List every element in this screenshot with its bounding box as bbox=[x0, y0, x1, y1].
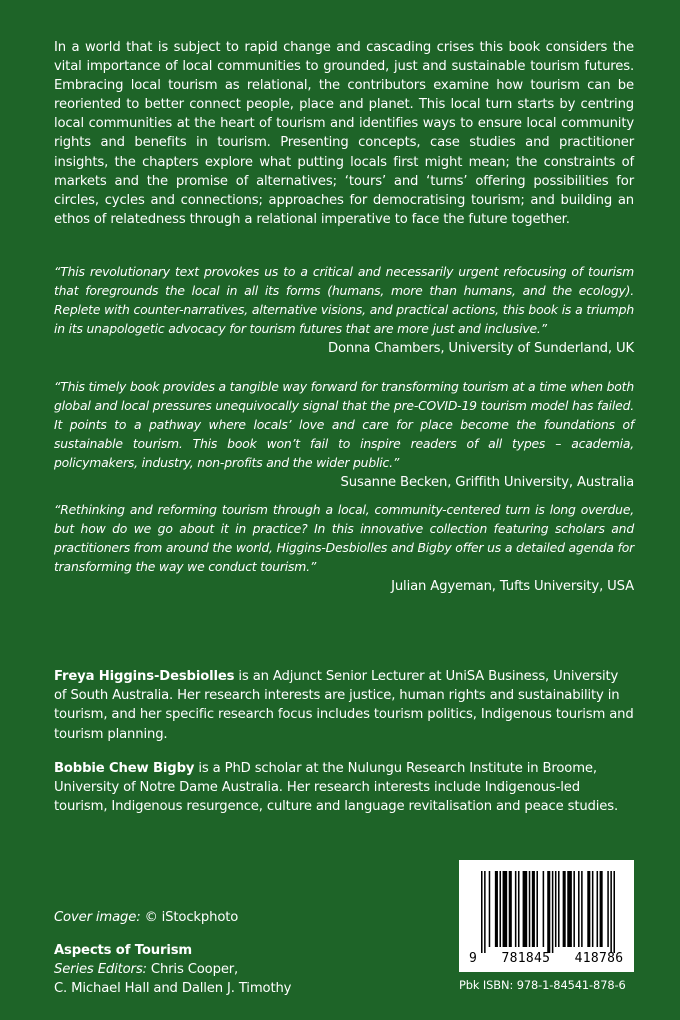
author-bio-1 bbox=[54, 667, 634, 744]
endorsement-2 bbox=[54, 378, 634, 492]
series-editors-label: Series Editors: bbox=[54, 962, 147, 977]
endorsement-quote: “This revolutionary text provokes us to a critical and necessarily urgent refocusing of tourism that foregrounds the local in all its forms (humans, more than humans, and the ecology). Replete with counter-narratives, alternative visions, and practical actions, this book is a triumph in its unapologetic advocacy for tourism futures that are more just and inclusive.” bbox=[54, 264, 634, 336]
barcode-bar bbox=[573, 871, 575, 947]
endorsement-attribution: Julian Agyeman, Tufts University, USA bbox=[391, 578, 634, 594]
barcode-bar bbox=[587, 871, 590, 947]
endorsement-3 bbox=[54, 501, 634, 596]
barcode-bar bbox=[523, 871, 528, 947]
barcode-bar bbox=[552, 871, 554, 953]
endorsement-quote: “Rethinking and reforming tourism through a local, community-centered turn is long overdue, but how do we go about it in practice? In this innovative collection featuring scholars and practitioners from around the world, Higgins-Desbiolles and Bigby offer us a detailed agenda for transforming the way we conduct tourism.” bbox=[54, 502, 634, 574]
footer-credits bbox=[54, 908, 434, 998]
barcode-bar bbox=[567, 871, 572, 947]
barcode-bar bbox=[484, 871, 486, 953]
barcode-bar bbox=[532, 871, 535, 947]
barcode-bar bbox=[489, 871, 491, 947]
barcode bbox=[459, 860, 634, 972]
barcode-bar bbox=[610, 871, 612, 953]
series-editors-names-1: Chris Cooper, bbox=[146, 962, 239, 977]
barcode-bar bbox=[536, 871, 538, 947]
barcode-bar bbox=[563, 871, 566, 947]
endorsement-quote: “This timely book provides a tangible way forward for transforming tourism at a time when both global and local pressures unequivocally signal that the pre-COVID-19 tourism model has failed. It points to a pathway where locals’ love and care for place become the foundations of sustainable tourism. This book won’t fail to inspire readers of all types – academia, policymakers, industry, non-profits and the wider public.” bbox=[54, 379, 634, 470]
endorsement-attribution: Donna Chambers, University of Sunderland, UK bbox=[327, 340, 634, 356]
series-editors-names-2: C. Michael Hall and Dallen J. Timothy bbox=[54, 981, 292, 996]
barcode-bar bbox=[581, 871, 583, 947]
author-name: Freya Higgins-Desbiolles bbox=[54, 669, 235, 684]
barcode-bar bbox=[499, 871, 501, 947]
barcode-bar bbox=[613, 871, 615, 953]
isbn-number: Pbk ISBN: 978-1-84541-878-6 bbox=[459, 978, 626, 992]
author-bio-text: is an Adjunct Senior Lecturer at UniSA Business, University of South Australia. Her research interests are justice, human rights and sustainability in tourism, and her specific research focus includes tourism politics, Indigenous tourism and tourism planning. bbox=[54, 669, 634, 742]
barcode-bar bbox=[481, 871, 483, 953]
cover-image-source: © iStockphoto bbox=[140, 910, 239, 925]
barcode-bar bbox=[495, 871, 498, 947]
barcode-digits: 9 781845 418786 bbox=[469, 951, 624, 966]
barcode-bars bbox=[481, 871, 615, 953]
barcode-bar bbox=[607, 871, 609, 947]
barcode-bar bbox=[597, 871, 599, 947]
barcode-bar bbox=[518, 871, 520, 947]
author-bio-2 bbox=[54, 759, 634, 817]
barcode-bar bbox=[547, 871, 550, 953]
barcode-bar bbox=[558, 871, 560, 947]
endorsement-1 bbox=[54, 263, 634, 358]
barcode-bar bbox=[509, 871, 512, 947]
barcode-bar bbox=[543, 871, 545, 947]
barcode-bar bbox=[515, 871, 517, 947]
barcode-bar bbox=[555, 871, 557, 947]
author-name: Bobbie Chew Bigby bbox=[54, 761, 195, 776]
endorsement-attribution: Susanne Becken, Griffith University, Australia bbox=[340, 474, 634, 490]
cover-image-credit bbox=[54, 908, 434, 927]
series-editors bbox=[54, 960, 434, 998]
barcode-bar bbox=[503, 871, 508, 947]
series-title: Aspects of Tourism bbox=[54, 943, 192, 958]
author-bio-text: is a PhD scholar at the Nulungu Research Institute in Broome, University of Notre Dame Australia. Her research interests include Indigenous-led tourism, Indigenous resurgence, culture and language revitalisation and peace studies. bbox=[54, 761, 619, 815]
barcode-bar bbox=[578, 871, 580, 947]
book-description: In a world that is subject to rapid change and cascading crises this book considers the vital importance of local communities to grounded, just and sustainable tourism futures. Embracing local tourism as relational, the contributors examine how tourism can be reoriented to better connect people, place and planet. This local turn starts by centring local communities at the heart of tourism and identifies ways to ensure local community rights and benefits in tourism. Presenting concepts, case studies and practitioner insights, the chapters explore what putting locals first might mean; the constraints of markets and the promise of alternatives; ‘tours’ and ‘turns’ offering possibilities for circles, cycles and connections; approaches for democratising tourism; and building an ethos of relatedness through a relational imperative to face the future together. bbox=[54, 40, 634, 227]
barcode-bar bbox=[592, 871, 594, 947]
barcode-bar bbox=[600, 871, 603, 947]
cover-image-label: Cover image: bbox=[54, 910, 141, 925]
barcode-bar bbox=[529, 871, 531, 947]
